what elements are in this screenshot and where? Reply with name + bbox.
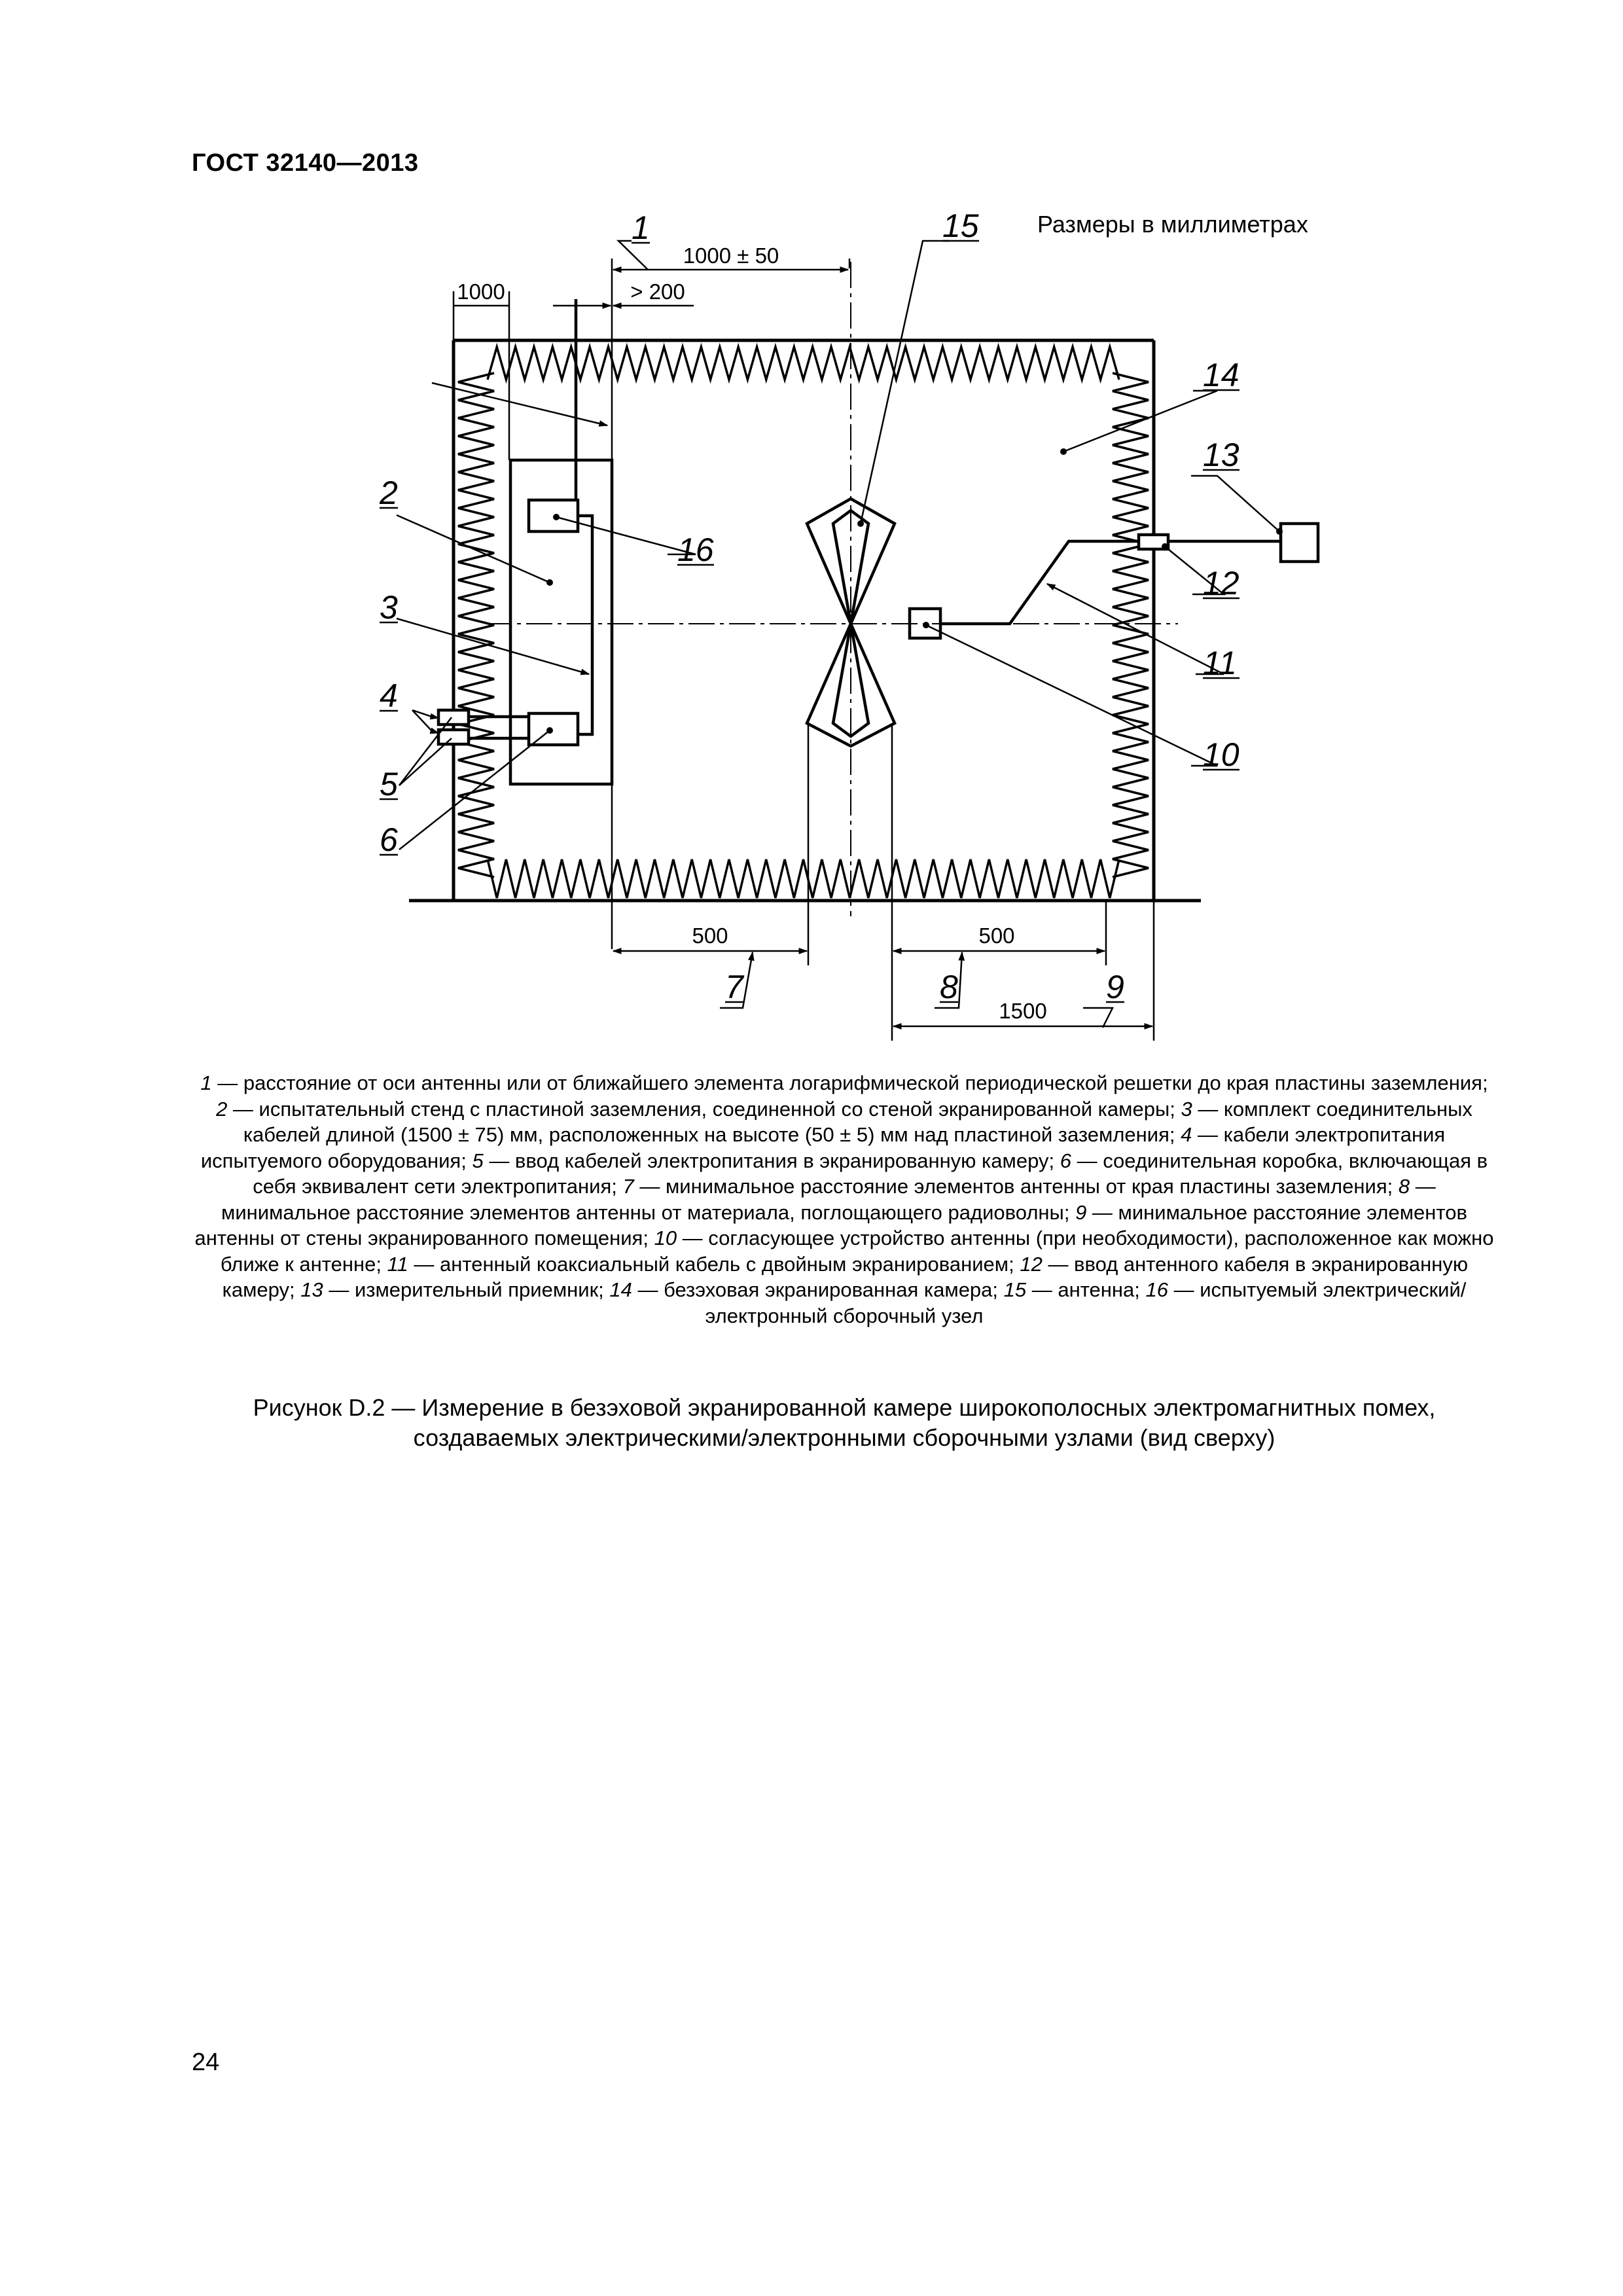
callout-9: 9 [1106,969,1124,1005]
legend-number-8: 8 [1398,1175,1410,1198]
legend-text-5: — ввод кабелей электропитания в экранированную камеру; [483,1149,1060,1172]
legend-text-8: — минимальное расстояние элементов антенны от материала, поглощающего радиоволны; [221,1175,1436,1224]
units-note: Размеры в миллиметрах [1037,211,1308,238]
test-bench [510,460,612,784]
callout-14: 14 [1203,357,1240,393]
legend-text-2: — испытательный стенд с пластиной заземления, соединенной со стеной экранированной камеры; [227,1097,1181,1121]
absorber-material [458,347,1149,898]
legend-text-10: — согласующее устройство антенны (при необходимости), расположенное как можно ближе к антенне; [220,1227,1494,1276]
legend-number-7: 7 [622,1175,634,1198]
legend-text-9: — минимальное расстояние элементов антенны от стены экранированного помещения; [194,1200,1467,1249]
legend-text-4: — кабели электропитания испытуемого оборудования; [200,1123,1446,1172]
legend-number-13: 13 [300,1278,323,1301]
legend-text-14: — безэховая экранированная камера; [632,1278,1004,1301]
legend-text-3: — комплект соединительных кабелей длиной (1500 ± 75) мм, расположенных на высоте (50 ± 5) мм над пластиной заземления; [243,1097,1472,1146]
callout-13: 13 [1203,437,1240,473]
measuring-receiver [1281,524,1318,562]
chamber-walls [454,340,1154,901]
chamber-diagram [0,0,1623,1060]
legend-number-14: 14 [609,1278,632,1301]
legend-text-6: — соединительная коробка, включающая в себя эквивалент сети электропитания; [253,1149,1488,1198]
legend-number-16: 16 [1145,1278,1168,1301]
center-lines [486,262,1178,916]
legend-number-1: 1 [200,1071,212,1094]
document-header: ГОСТ 32140—2013 [192,149,419,177]
legend-number-9: 9 [1075,1200,1087,1224]
callout-5: 5 [380,766,398,802]
legend-number-6: 6 [1060,1149,1071,1172]
legend-text-16: — испытуемый электрический/электронный сборочный узел [705,1278,1467,1327]
dim-500-right: 500 [978,924,1015,948]
callout-10: 10 [1203,736,1240,773]
legend-number-2: 2 [216,1097,228,1121]
legend-text-15: — антенна; [1026,1278,1146,1301]
figure-legend [193,1070,1495,1329]
legend-text-11: — антенный коаксиальный кабель с двойным экранированием; [408,1252,1020,1276]
dim-1500: 1500 [999,999,1047,1023]
figure-caption [193,1393,1495,1453]
leader-dots [546,448,1283,734]
caption-line-2: создаваемых электрическими/электронными сборочными узлами (вид сверху) [413,1424,1275,1451]
legend-text-1: — расстояние от оси антенны или от ближайшего элемента логарифмической периодической решетки до края пластины заземления; [211,1071,1488,1094]
callout-12: 12 [1203,565,1240,601]
callout-6: 6 [380,821,398,858]
callout-2: 2 [380,475,398,511]
legend-number-3: 3 [1181,1097,1192,1121]
legend-number-12: 12 [1020,1252,1043,1276]
page-number: 24 [192,2049,220,2076]
callout-15: 15 [942,207,979,244]
callout-7: 7 [725,969,743,1005]
legend-text-13: — измерительный приемник; [323,1278,610,1301]
dim-1000-50: 1000 ± 50 [683,243,779,268]
callout-1: 1 [632,209,650,246]
legend-number-10: 10 [654,1227,677,1249]
callout-4: 4 [380,677,398,714]
legend-number-4: 4 [1181,1123,1192,1146]
dim-1000: 1000 [457,279,505,304]
leader-lines [397,241,1279,1028]
legend-number-15: 15 [1003,1278,1027,1301]
legend-number-5: 5 [472,1149,484,1172]
legend-number-11: 11 [387,1252,408,1276]
dim-500-left: 500 [692,924,728,948]
callout-16: 16 [677,531,714,568]
callout-3: 3 [380,589,398,626]
dim-200: > 200 [630,279,685,304]
caption-line-1: Рисунок D.2 — Измерение в безэховой экранированной камере широкополосных электромагнитных помех, [253,1394,1436,1421]
callout-11: 11 [1203,645,1237,681]
legend-text-12: — ввод антенного кабеля в экранированную камеру; [222,1252,1469,1301]
junction-box [529,713,578,745]
legend-text-7: — минимальное расстояние элементов антенны от края пластины заземления; [633,1175,1399,1198]
callout-8: 8 [940,969,958,1005]
